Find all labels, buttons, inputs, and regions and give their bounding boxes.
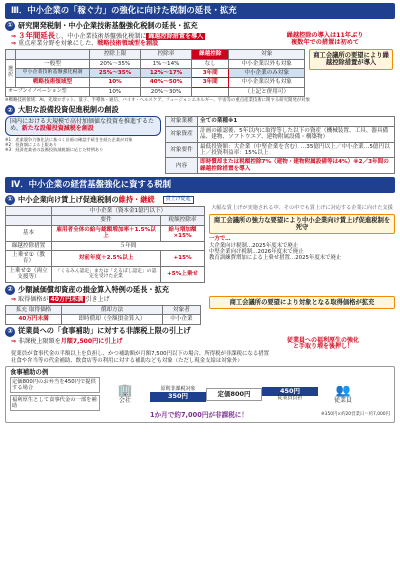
table-row: 上乗せ①（教育） 対前年度＋2.5%以上 +15% [6,251,205,267]
table-row: 40万円未満 即時償却（全額損金算入） 中小企業 [6,315,201,324]
arrow-icon: ⇒ [11,32,17,40]
section-1-title [5,21,395,31]
arrow-icon: ⇒ [11,295,17,303]
section-number: ① [5,21,15,31]
page: Ⅲ．中小企業の「稼ぐ力」の強化に向けた税制の延長・拡充 ① 研究開発税制・中小企業技術基盤強化税制の延長・拡充 ⇒ ３年間延長し、中小企業技術基盤強化税制に 繰越控除措置を導入 ⇒ 重点産業分野を対象にした、戦略技術領域型を創設 繰越控除の導入は11年ぶり 複数年での措置は初めて 控除上限 控除率 繰越控除 対象 選択 一般型 20%〜35% 1%〜14% なし 中小企業以外も対象 中小企業技術基盤強化税制 25%〜35% 12%〜17% 3年間 中小企業のみ対象 戦略技術領域型 10% 40%〜50% 3年間 中小企業以外も対象 オープンイノベーション型 10% 20%〜30% （上記と併用可） 商工会議所の要望により繰越控除措置が導入 ※戦略技術領域：AI、先端ロボット、量子、半導体・通信、バイオ・ヘルスケア、フュージョンエネルギー、宇宙等の重点産業技術に関する研究開発が対象 ② 大胆な設備投資促進税制の創設 国内における大規模で高付加価値な投資を推進するため、新たな設備投資減税を創設 ※1：産業競争力強化法に基づく計画の確認手続きを経た企業が対象 ※2：投資額による上限あり ※3：経済産業省の設備投資減税額に応じた特例あり 対象業種 全ての業種※1 対象資産 計画の確認後、5年以内に取得等した以下の資産（機械装置、工具、器具備品、建物、ソフトウエア、建物附属設備・構築物） 対象要件 最低投資額：大企業（中堅企業を含む）…35億円以上／中小企業…5億円以上／投資利益率：15%以上 内容 即時償却または税額控除7%（建物・建物附属設備等は4%）※2／3年間の繰越控除措置を導入 Ⅳ．中小企業の経営基盤強化に資する税制 ① 中小企業向け賃上げ促進税制の維持・継続 賃上げ促進 中小企業（資本金1億円以下） 要件 税額控除率 基本 雇用者全体の給与総額増加率＋1.5%以上 給与増加額×15% 繰越控除措置 ５年間 上乗せ①（教育） 対前年度＋2.5%以上 +15% 上乗せ②（両立支援等） 「くるみん認定」または「えるぼし認定」の認定を受けた企業 +5%上乗せ 大幅な賃上げが実施される中、その中でも賃上げに対応する企業に向けた支援 商工会議所の強力な要望により中小企業向け賃上げ促進税制を死守 一方で… 大企業向け税制…2025年度末で廃止 中堅企業向け税制…2026年度末で廃止 教育訓練費増加による上乗せ措置…2025年度末で廃止 ② 少額減価償却資産の損金算入特例の延長・拡充 ⇒ 取得価格が 40万円未満 引き上げ 拡充 取得価格 償却方法 対象者 40万円未満 即時償却（全額損金算入） 中小企業 商工会議所の要望により対象となる取得価格が拡充 ③ 従業員への「食事補助」に対する非課税上限の引上げ ⇒ 非課税上限額を月額7,500円に引上げ 従業員への福利厚生の強化 と手取り増を後押し！ 従業員が食事代金の半額以上を負担し、かつ補助額が月額7,500円以下の場合、所得税が非課税になる措置 社食や弁当等の代金補助、飲食店等の利用に対する補助なども対象（ただし現金支給は対象外） 食事補助の例 定価800円のお弁当を450円で提供する場合 福利厚生として食事代金の一部を補助 🏢 会社 原則非課税対象 350円 定価800円 450円 従業員負担 👥 従業員 1か月で約7,000円が非課税に！ ※350円×約20営業日＝約7,000円 [0,0,400,566]
table-row: 対象業種 全ての業種※1 [166,117,395,126]
section-title: 研究開発税制・中小企業技術基盤強化税制の延長・拡充 [18,20,198,30]
person-icon: 👥 [335,382,351,397]
section-number: ③ [5,327,15,337]
bullet: ⇒ ３年間延長し、中小企業技術基盤強化税制に 繰越控除措置を導入 [11,30,204,40]
section-number: ② [5,105,15,115]
rd-tax-table: 控除上限 控除率 繰越控除 対象 選択 一般型 20%〜35% 1%〜14% なし 中小企業以外も対象 中小企業技術基盤強化税制 25%〜35% 12%〜17% 3年間 中小企業のみ対象 戦略技術領域型 10% 40%〜50% 3年間 中小企業以外も対象 オープンイノベーション型 10% 20%〜30% （上記と併用可） [5,49,305,97]
table-row: 基本 雇用者全体の給与総額増加率＋1.5%以上 給与増加額×15% [6,225,205,241]
depreciation-table: 拡充 取得価格 償却方法 対象者 40万円未満 即時償却（全額損金算入） 中小企業 [5,305,201,325]
callout: 商工会議所の強力な要望により中小企業向け賃上げ促進税制を死守 [209,214,395,234]
section-5-title: ③ 従業員への「食事補助」に対する非課税上限の引上げ [5,327,395,337]
table-row: 中小企業技術基盤強化税制 25%〜35% 12%〜17% 3年間 中小企業のみ対象 [6,69,305,78]
section-4-title: ② 少額減価償却資産の損金算入特例の延長・拡充 [5,285,395,295]
table-row: 内容 即時償却または税額控除7%（建物・建物附属設備等は4%）※2／3年間の繰越控除措置を導入 [166,158,395,174]
section-number: ① [5,195,15,205]
building-icon: 🏢 [117,382,133,397]
section-2-title [5,105,395,115]
footnote: ※戦略技術領域：AI、先端ロボット、量子、半導体・通信、バイオ・ヘルスケア、フュージョンエネルギー、宇宙等の重点産業技術に関する研究開発が対象 [5,98,310,104]
bullet: ⇒ 重点産業分野を対象にした、戦略技術領域型を創設 [11,40,159,48]
status-badge: 賃上げ促進 [163,196,194,204]
table-row: 選択 一般型 20%〜35% 1%〜14% なし 中小企業以外も対象 [6,59,305,68]
section-header-3: Ⅲ．中小企業の「稼ぐ力」の強化に向けた税制の延長・拡充 [5,3,395,19]
section-number: ② [5,285,15,295]
arrow-icon: ⇒ [11,337,17,345]
section-title: 大胆な設備投資促進税制の創設 [18,105,119,115]
table-row: 繰越控除措置 ５年間 [6,241,205,250]
wage-tax-table: 中小企業（資本金1億円以下） 要件 税額控除率 基本 雇用者全体の給与総額増加率＋1.5%以上 給与増加額×15% 繰越控除措置 ５年間 上乗せ①（教育） 対前年度＋2.5%以上 +15% 上乗せ②（両立支援等） 「くるみん認定」または「えるぼし認定」の認定を受けた企業 +5%上乗せ [5,206,205,283]
table-row: 対象資産 計画の確認後、5年以内に取得等した以下の資産（機械装置、工具、器具備品、建物、ソフトウエア、建物附属設備・構築物） [166,126,395,142]
capital-investment-box: 国内における大規模で高付加価値な投資を推進するため、新たな設備投資減税を創設 [5,116,161,136]
callout: 商工会議所の要望により対象となる取得価格が拡充 [209,296,395,309]
arrow-icon: ⇒ [11,40,17,48]
section-header-4: Ⅳ．中小企業の経営基盤強化に資する税制 [5,177,395,193]
section-1-body: ⇒ ３年間延長し、中小企業技術基盤強化税制に 繰越控除措置を導入 ⇒ 重点産業分野を対象にした、戦略技術領域型を創設 繰越控除の導入は11年ぶり 複数年での措置は初めて [5,32,395,48]
capital-investment-table [165,116,395,174]
section-3-title: ① 中小企業向け賃上げ促進税制の維持・継続 賃上げ促進 [5,195,395,205]
table-row: 対象要件 最低投資額：大企業（中堅企業を含む）…35億円以上／中小企業…5億円以上／投資利益率：15%以上 [166,142,395,158]
table-row: 上乗せ②（両立支援等） 「くるみん認定」または「えるぼし認定」の認定を受けた企業 +5%上乗せ [6,266,205,282]
table-row: オープンイノベーション型 10% 20%〜30% （上記と併用可） [6,87,305,96]
meal-example: 食事補助の例 定価800円のお弁当を450円で提供する場合 福利厚生として食事代金の一部を補助 🏢 会社 原則非課税対象 350円 定価800円 450円 従業員負担 👥 従業員 1か月で約7,000円が非課税に！ ※350円×約20営業日＝約7,000円 [5,366,395,423]
callout: 商工会議所の要望により繰越控除措置が導入 [309,49,393,69]
table-row: 戦略技術領域型 10% 40%〜50% 3年間 中小企業以外も対象 [6,78,305,87]
